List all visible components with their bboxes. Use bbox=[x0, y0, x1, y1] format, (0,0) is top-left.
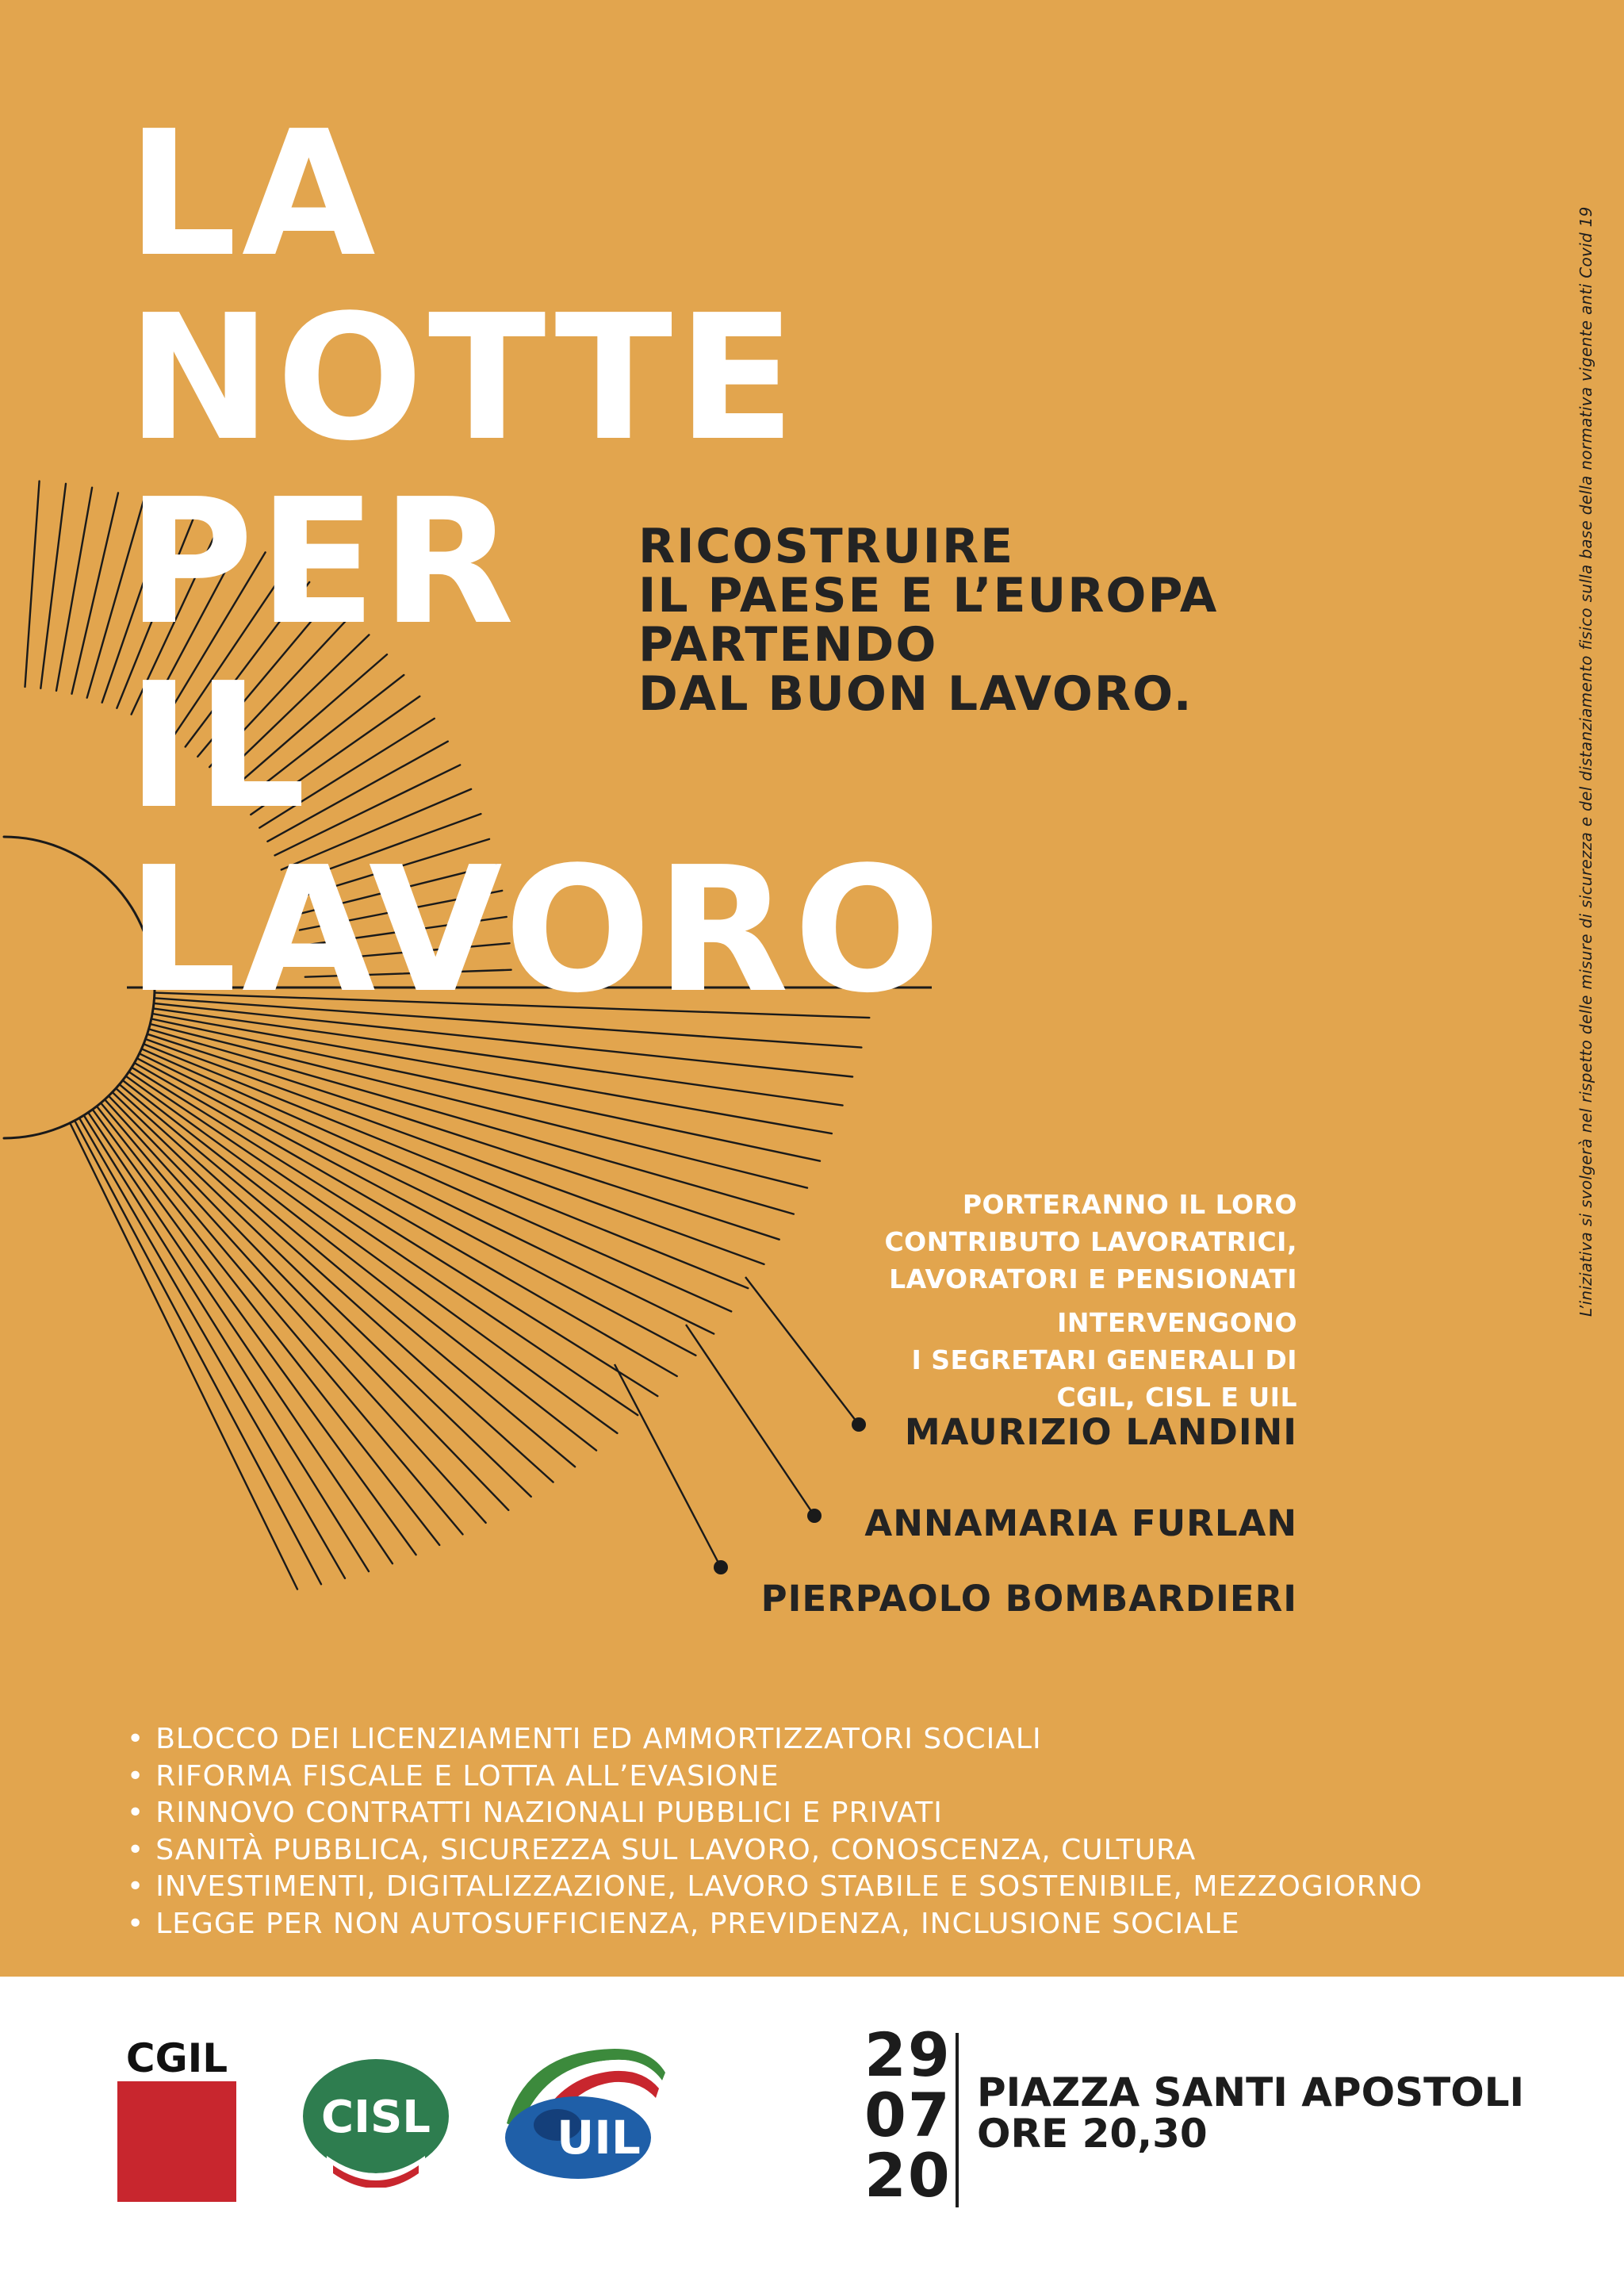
speaker-name: PIERPAOLO BOMBARDIERI bbox=[760, 1578, 1297, 1620]
subtitle-line: RICOSTRUIRE bbox=[638, 519, 1015, 574]
topics-list bbox=[127, 1721, 1423, 1942]
covid-disclaimer: L’iniziativa si svolgerà nel rispetto delle misure di sicurezza e del distanziamento fisico sulla base della normativa vigente anti Covid 19 bbox=[1576, 206, 1595, 1317]
info-line: LAVORATORI E PENSIONATI bbox=[889, 1264, 1297, 1294]
speaker-pointer-line bbox=[686, 1325, 814, 1516]
topic-item: • INVESTIMENTI, DIGITALIZZAZIONE, LAVORO STABILE E SOSTENIBILE, MEZZOGIORNO bbox=[127, 1869, 1423, 1906]
topic-item: • SANITÀ PUBBLICA, SICUREZZA SUL LAVORO, CONOSCENZA, CULTURA bbox=[127, 1832, 1423, 1870]
topic-item: • RIFORMA FISCALE E LOTTA ALL’EVASIONE bbox=[127, 1758, 1423, 1796]
sun-ray bbox=[120, 1084, 576, 1467]
info-line: CGIL, CISL E UIL bbox=[1056, 1382, 1297, 1413]
event-venue bbox=[977, 2069, 1525, 2157]
title-line: PER bbox=[127, 462, 519, 663]
sun-ray bbox=[25, 481, 40, 687]
subtitle-line: DAL BUON LAVORO. bbox=[638, 666, 1193, 722]
topic-item: • LEGGE PER NON AUTOSUFFICIENZA, PREVIDENZA, INCLUSIONE SOCIALE bbox=[127, 1906, 1423, 1943]
uil-logo-text: UIL bbox=[557, 2111, 641, 2165]
event-time: ORE 20,30 bbox=[977, 2111, 1208, 2157]
speaker-name: ANNAMARIA FURLAN bbox=[864, 1502, 1297, 1544]
date-year: 20 bbox=[864, 2140, 952, 2211]
date-divider bbox=[956, 2033, 959, 2207]
sun-ray bbox=[79, 1118, 345, 1578]
speaker-pointer-dot bbox=[852, 1417, 866, 1432]
speaker-pointer-line bbox=[745, 1277, 859, 1425]
sun-ray bbox=[116, 1088, 553, 1482]
subtitle-line: PARTENDO bbox=[638, 617, 938, 673]
speaker-pointer-dot bbox=[807, 1509, 822, 1523]
topic-item: • RINNOVO CONTRATTI NAZIONALI PUBBLICI E PRIVATI bbox=[127, 1795, 1423, 1832]
info-line: CONTRIBUTO LAVORATRICI, bbox=[884, 1226, 1297, 1257]
info-line: INTERVENGONO bbox=[1057, 1307, 1297, 1338]
info-block bbox=[884, 1186, 1297, 1416]
sun-ray bbox=[135, 1063, 677, 1376]
title-line: IL bbox=[127, 646, 312, 847]
speaker-pointer-dot bbox=[714, 1560, 728, 1574]
sun-ray bbox=[142, 1049, 732, 1311]
sun-ray bbox=[151, 1019, 820, 1161]
subtitle bbox=[638, 519, 1219, 722]
cisl-logo-text: CISL bbox=[321, 2092, 431, 2143]
title-line: LA bbox=[127, 94, 381, 295]
sun-ray bbox=[70, 1123, 297, 1590]
topic-item: • BLOCCO DEI LICENZIAMENTI ED AMMORTIZZATORI SOCIALI bbox=[127, 1721, 1423, 1758]
info-line: I SEGRETARI GENERALI DI bbox=[911, 1344, 1297, 1375]
event-date bbox=[864, 2019, 952, 2211]
sun-ray bbox=[93, 1110, 416, 1555]
date-month: 07 bbox=[864, 2080, 952, 2150]
speaker-pointer-line bbox=[615, 1364, 721, 1567]
title-line: LAVORO bbox=[127, 830, 946, 1031]
sun-ray bbox=[129, 1072, 638, 1415]
cisl-logo bbox=[300, 2054, 452, 2188]
uil-logo bbox=[496, 2034, 678, 2185]
title-line: NOTTE bbox=[127, 278, 801, 479]
venue-name: PIAZZA SANTI APOSTOLI bbox=[977, 2069, 1525, 2115]
sun-ray bbox=[126, 1076, 618, 1433]
subtitle-line: IL PAESE E L’EUROPA bbox=[638, 568, 1219, 623]
sun-ray bbox=[84, 1115, 369, 1571]
sun-ray bbox=[109, 1096, 508, 1510]
sun-ray bbox=[88, 1113, 393, 1564]
cgil-logo bbox=[117, 2037, 236, 2202]
sun-ray bbox=[149, 1029, 794, 1214]
speaker-name: MAURIZIO LANDINI bbox=[904, 1411, 1297, 1453]
info-line: PORTERANNO IL LORO bbox=[962, 1189, 1297, 1220]
sun-ray bbox=[152, 1014, 832, 1133]
sun-ray bbox=[113, 1092, 531, 1497]
cgil-logo-text: CGIL bbox=[125, 2037, 228, 2081]
date-day: 29 bbox=[864, 2019, 952, 2090]
sun-ray bbox=[97, 1106, 439, 1545]
sun-ray bbox=[72, 493, 119, 693]
